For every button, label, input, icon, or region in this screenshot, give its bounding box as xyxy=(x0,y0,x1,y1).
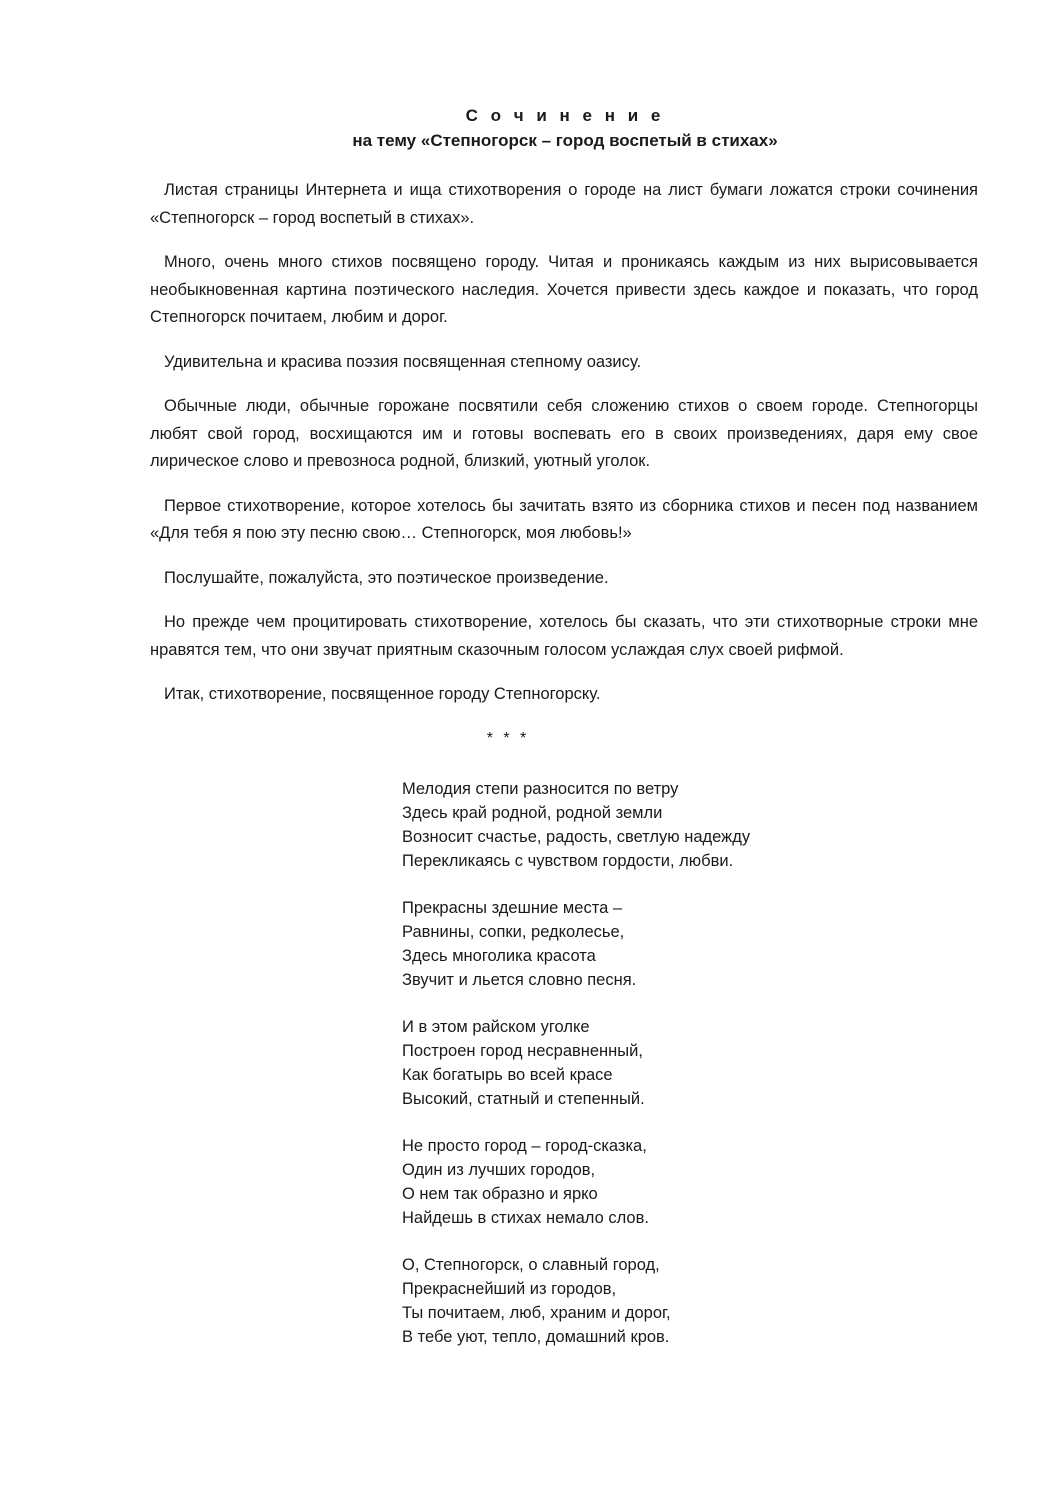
paragraph: Обычные люди, обычные горожане посвятили себя сложению стихов о своем городе. Степногорцы любят свой город, восхищаются им и готовы воспевать его в своих произведениях, даря ему свое лирическое слово и превозноса родной, близкий, уютный уголок. xyxy=(150,397,978,470)
poem-line: О, Степногорск, о славный город, xyxy=(402,1256,660,1274)
poem-line: Звучит и льется словно песня. xyxy=(402,971,637,989)
paragraph: Но прежде чем процитировать стихотворение, хотелось бы сказать, что эти стихотворные строки мне нравятся тем, что они звучат приятным сказочным голосом услаждая слух своей рифмой. xyxy=(150,613,978,659)
poem-line: Прекрасны здешние места – xyxy=(402,899,623,917)
poem-line: Мелодия степи разносится по ветру xyxy=(402,780,679,798)
poem-line: И в этом райском уголке xyxy=(402,1018,590,1036)
poem-line: Один из лучших городов, xyxy=(402,1161,596,1179)
poem-line: Прекраснейший из городов, xyxy=(402,1280,617,1298)
poem-line: О нем так образно и ярко xyxy=(402,1185,598,1203)
paragraph: Листая страницы Интернета и ища стихотворения о городе на лист бумаги ложатся строки сочинения «Степногорск – город воспетый в стихах». xyxy=(150,181,978,227)
document-subtitle: на тему «Степногорск – город воспетый в стихах» xyxy=(352,131,778,150)
poem-line: Перекликаясь с чувством гордости, любви. xyxy=(402,852,734,870)
poem-stanza xyxy=(402,1253,922,1349)
poem-line: Ты почитаем, люб, храним и дорог, xyxy=(402,1304,671,1322)
poem-line: Не просто город – город-сказка, xyxy=(402,1137,647,1155)
paragraph: Итак, стихотворение, посвященное городу Степногорску. xyxy=(164,685,601,703)
poem-line: Построен город несравненный, xyxy=(402,1042,643,1060)
poem-stanza xyxy=(402,777,922,873)
paragraph: Много, очень много стихов посвящено городу. Читая и проникаясь каждым из них вырисовывается необыкновенная картина поэтического наследия. Хочется привести здесь каждое и показать, что город Степногорск почитаем, любим и дорог. xyxy=(150,253,978,326)
paragraph: Первое стихотворение, которое хотелось бы зачитать взято из сборника стихов и песен под названием «Для тебя я пою эту песню свою… Степногорск, моя любовь!» xyxy=(150,496,978,542)
poem-line: Возносит счастье, радость, светлую надежду xyxy=(402,828,751,846)
poem-line: Здесь многолика красота xyxy=(402,947,596,965)
poem-stanza xyxy=(402,1134,922,1230)
poem-line: В тебе уют, тепло, домашний кров. xyxy=(402,1328,670,1346)
essay-body xyxy=(150,177,978,726)
paragraph: Удивительна и красива поэзия посвященная степному оазису. xyxy=(164,352,642,371)
paragraph: Послушайте, пожалуйста, это поэтическое произведение. xyxy=(164,568,609,587)
poem-line: Равнины, сопки, редколесье, xyxy=(402,923,625,941)
poem-line: Как богатырь во всей красе xyxy=(402,1066,613,1084)
poem-stanza xyxy=(402,1015,922,1111)
poem-line: Найдешь в стихах немало слов. xyxy=(402,1209,649,1227)
poem-line: Высокий, статный и степенный. xyxy=(402,1090,645,1108)
section-separator: * * * xyxy=(486,730,530,747)
poem-stanza xyxy=(402,896,922,992)
poem-line: Здесь край родной, родной земли xyxy=(402,804,663,822)
document-title: С о ч и н е н и е xyxy=(465,106,665,125)
poem xyxy=(402,777,922,1372)
